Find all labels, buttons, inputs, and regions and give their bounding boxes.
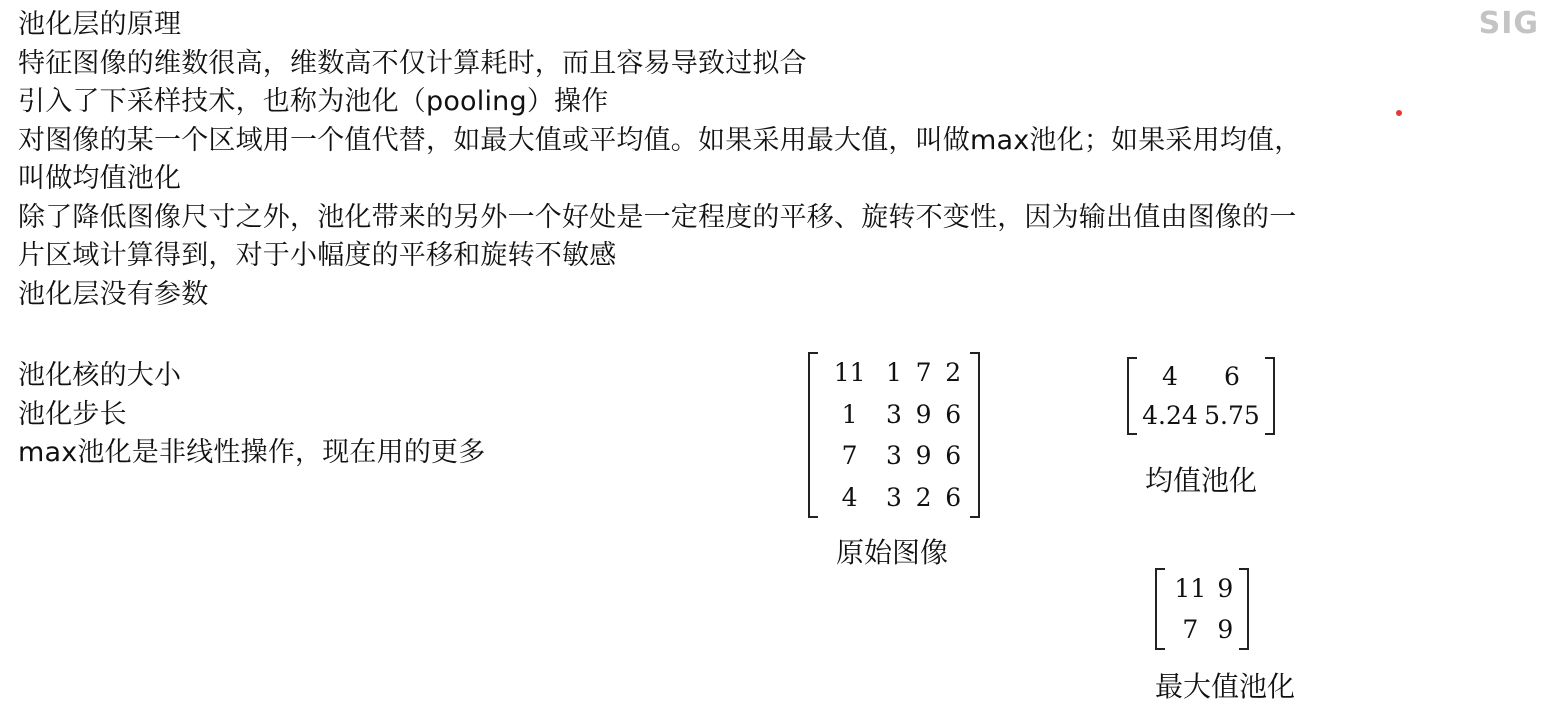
bracket-left (1127, 357, 1137, 435)
text-line: 池化核的大小 (18, 360, 182, 391)
matrix-row (820, 435, 968, 477)
matrix-row (1167, 568, 1237, 609)
matrix-cell: 9 (915, 399, 932, 429)
matrix-cell: 3 (886, 399, 902, 429)
text-line: 特征图像的维数很高，维数高不仅计算耗时，而且容易导致过拟合 (18, 47, 807, 79)
slide-title: 池化层的原理 (18, 9, 182, 40)
avg-pool-matrix (1127, 357, 1275, 435)
text-line: 池化层没有参数 (18, 278, 209, 310)
matrix-cell: 7 (915, 358, 932, 388)
text-line: 叫做均值池化 (18, 163, 182, 194)
matrix-cell: 6 (945, 441, 962, 471)
matrix-cell: 7 (841, 441, 858, 471)
sig-logo: SIG (1478, 6, 1539, 41)
bracket-left (1155, 568, 1165, 650)
matrix-row (820, 394, 968, 436)
matrix-cell: 5.75 (1204, 401, 1260, 430)
matrix-cell: 4 (841, 482, 858, 512)
matrix-cell: 6 (945, 482, 962, 512)
bracket-right (1265, 357, 1275, 435)
matrix-cell: 9 (1217, 615, 1234, 644)
matrix-cell: 3 (886, 441, 902, 471)
max-pool-caption: 最大值池化 (1155, 670, 1296, 703)
max-pool-matrix (1155, 568, 1249, 650)
main-text (18, 6, 1543, 314)
matrix-row (1167, 609, 1237, 650)
text-line: 对图像的某一个区域用一个值代替，如最大值或平均值。如果采用最大值，叫做max池化；如果采用均值， (18, 124, 1302, 156)
matrix-cell: 7 (1182, 615, 1199, 644)
matrix-cell: 9 (915, 441, 932, 471)
matrix-cell: 11 (833, 358, 866, 388)
pooling-notes (18, 357, 485, 473)
matrix-cell: 2 (945, 358, 962, 388)
original-matrix (808, 352, 980, 518)
matrix-row (820, 477, 968, 519)
matrix-row (1139, 357, 1263, 396)
avg-pool-caption: 均值池化 (1145, 464, 1258, 497)
matrix-grid (820, 352, 968, 518)
matrix-row (1139, 396, 1263, 435)
original-caption: 原始图像 (836, 536, 949, 569)
bracket-right (970, 352, 980, 518)
matrix-cell: 4 (1162, 362, 1178, 391)
matrix-cell: 1 (886, 358, 902, 388)
text-line: 引入了下采样技术，也称为池化（pooling）操作 (18, 86, 609, 117)
matrix-cell: 6 (1224, 362, 1240, 391)
bracket-right (1239, 568, 1249, 650)
text-line: max池化是非线性操作，现在用的更多 (18, 437, 486, 468)
matrix-cell: 4.24 (1142, 401, 1198, 430)
matrix-cell: 1 (841, 399, 858, 429)
matrix-grid (1139, 357, 1263, 435)
text-line: 池化步长 (18, 398, 127, 430)
matrix-cell: 11 (1174, 574, 1207, 603)
matrix-cell: 3 (886, 482, 902, 512)
matrix-cell: 9 (1217, 574, 1234, 603)
matrix-grid (1167, 568, 1237, 650)
text-line: 除了降低图像尺寸之外，池化带来的另外一个好处是一定程度的平移、旋转不变性，因为输出值由图像的一 (18, 201, 1297, 233)
bracket-left (808, 352, 818, 518)
matrix-cell: 2 (915, 482, 932, 512)
matrix-row (820, 352, 968, 394)
text-line: 片区域计算得到，对于小幅度的平移和旋转不敏感 (18, 240, 617, 271)
matrix-cell: 6 (945, 399, 962, 429)
